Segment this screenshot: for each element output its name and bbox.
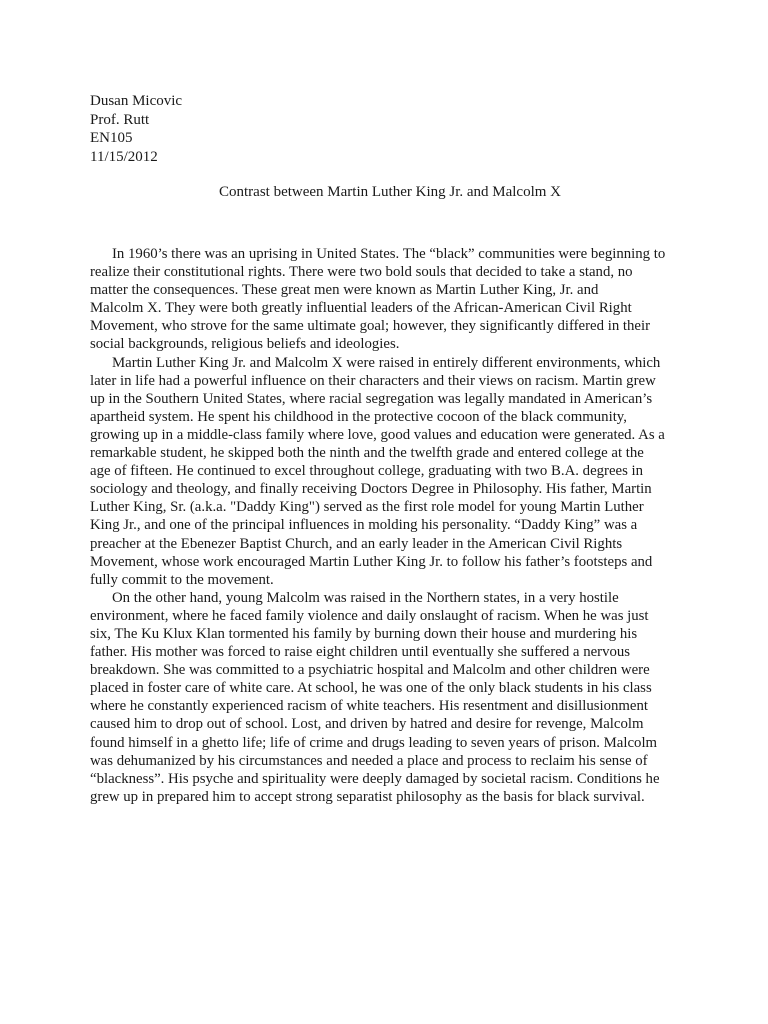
paragraph-line: apartheid system. He spent his childhood in the protective cocoon of the black community, [90, 408, 627, 425]
paragraph-line: age of fifteen. He continued to excel throughout college, graduating with two B.A. degrees in [90, 463, 644, 480]
paragraph [90, 589, 710, 806]
paragraph-line: fully commit to the movement. [90, 571, 274, 588]
paragraph [90, 354, 710, 589]
paragraph-line: King Jr., and one of the principal influences in molding his personality. “Daddy King” was a [90, 517, 638, 534]
paragraph-line: Martin Luther King Jr. and Malcolm X were raised in entirely different environments, which [112, 354, 661, 371]
paragraph-line: placed in foster care of white care. At school, he was one of the only black students in his class [90, 680, 652, 697]
paragraph-line: realize their constitutional rights. There were two bold souls that decided to take a stand, no [90, 264, 633, 281]
paragraph-line: found himself in a ghetto life; life of crime and drugs leading to seven years of prison. Malcolm [90, 734, 658, 751]
paragraph-line: caused him to drop out of school. Lost, and driven by hatred and desire for revenge, Malcolm [90, 716, 644, 733]
paragraph-line: six, The Ku Klux Klan tormented his family by burning down their house and murdering his [90, 625, 638, 642]
paragraph-line: environment, where he faced family violence and daily onslaught of racism. When he was just [90, 607, 649, 624]
professor-name: Prof. Rutt [90, 111, 150, 128]
paragraph-line: remarkable student, he skipped both the ninth and the twelfth grade and entered college at the [90, 445, 644, 462]
essay-header [90, 92, 182, 166]
essay-title: Contrast between Martin Luther King Jr. and Malcolm X [219, 184, 562, 200]
paragraph-line: Movement, whose work encouraged Martin Luther King Jr. to follow his father’s footsteps and [90, 553, 653, 570]
paragraph-line: father. His mother was forced to raise eight children until eventually she suffered a nervous [90, 644, 631, 661]
paragraph-line: preacher at the Ebenezer Baptist Church, and an early leader in the American Civil Rights [90, 535, 623, 552]
paragraph-line: growing up in a middle-class family where love, good values and education were generated. As a [90, 426, 665, 443]
paragraph [90, 245, 710, 354]
paragraph-line: Malcolm X. They were both greatly influential leaders of the African-American Civil Right [90, 300, 632, 317]
paragraph-line: Movement, who strove for the same ultimate goal; however, they significantly differed in their [90, 318, 651, 335]
paragraph-line: sociology and theology, and finally receiving Doctors Degree in Philosophy. His father, Martin [90, 481, 652, 498]
paragraph-line: later in life had a powerful influence on their characters and their views on racism. Martin grew [90, 372, 656, 389]
essay-body [90, 245, 710, 806]
paragraph-line: On the other hand, young Malcolm was raised in the Northern states, in a very hostile [112, 589, 619, 606]
paragraph-line: social backgrounds, religious beliefs and ideologies. [90, 336, 400, 353]
essay-date: 11/15/2012 [90, 148, 158, 165]
author-name: Dusan Micovic [90, 93, 183, 109]
paragraph-line: breakdown. She was committed to a psychiatric hospital and Malcolm and other children were [90, 662, 650, 679]
paragraph-line: In 1960’s there was an uprising in United States. The “black” communities were beginning to [112, 246, 666, 262]
paragraph-line: matter the consequences. These great men were known as Martin Luther King, Jr. and [90, 282, 599, 299]
paragraph-line: up in the Southern United States, where racial segregation was legally mandated in American’s [90, 390, 653, 407]
paragraph-line: where he constantly experienced racism of white teachers. His resentment and disillusionment [90, 698, 648, 715]
paragraph-line: “blackness”. His psyche and spirituality were deeply damaged by societal racism. Conditions he [90, 770, 660, 787]
course-code: EN105 [90, 130, 133, 146]
paragraph-line: Luther King, Sr. (a.k.a. "Daddy King") served as the first role model for young Martin Luther [90, 499, 644, 516]
paragraph-line: grew up in prepared him to accept strong separatist philosophy as the basis for black survival. [90, 788, 645, 805]
paragraph-line: was dehumanized by his circumstances and needed a place and process to reclaim his sense of [90, 752, 648, 769]
